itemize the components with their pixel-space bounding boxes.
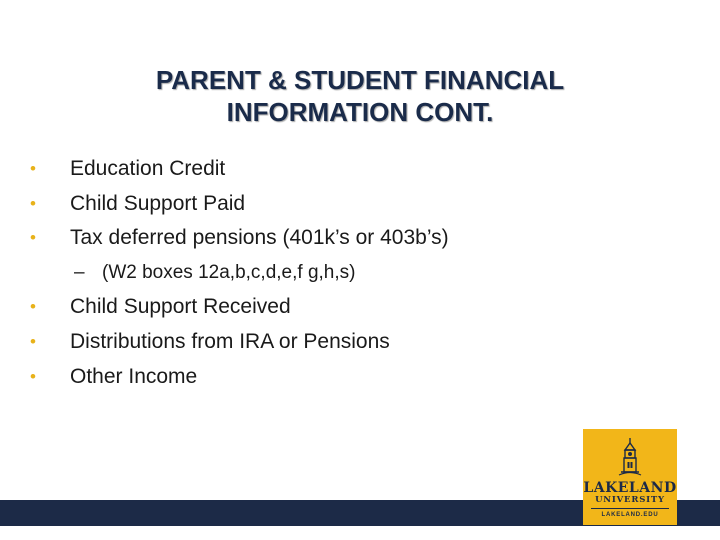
bullet-icon: •: [30, 366, 36, 386]
bullet-list: [30, 152, 670, 394]
sub-bullet-text: (W2 boxes 12a,b,c,d,e,f g,h,s): [102, 261, 356, 283]
sub-bullet-item: [30, 256, 670, 291]
slide-title-line1: PARENT & STUDENT FINANCIAL: [155, 65, 565, 95]
bullet-icon: •: [30, 159, 36, 178]
slide-title: [60, 64, 660, 128]
footer-strip: [0, 526, 720, 540]
bullet-item: [30, 221, 670, 256]
bullet-item: [30, 187, 670, 222]
bullet-text: Child Support Received: [70, 295, 291, 319]
bullet-icon: •: [30, 297, 36, 317]
bullet-icon: •: [30, 331, 36, 351]
lakeland-logo: [583, 429, 677, 525]
dash-icon: –: [74, 261, 85, 283]
bullet-icon: •: [30, 193, 36, 213]
bullet-item: [30, 290, 670, 325]
bullet-item: [30, 360, 670, 395]
bullet-text: Child Support Paid: [70, 191, 246, 215]
bullet-item: [30, 325, 670, 360]
bullet-text: Distributions from IRA or Pensions: [70, 329, 390, 353]
bullet-text: Education Credit: [70, 157, 226, 180]
logo-divider: [591, 508, 669, 509]
tower-icon: [617, 437, 643, 477]
bullet-text: Other Income: [70, 364, 198, 388]
bullet-text: Tax deferred pensions (401k’s or 403b’s): [70, 226, 449, 250]
bullet-item: [30, 152, 670, 187]
slide-title-line2: INFORMATION CONT.: [226, 97, 494, 127]
logo-wordmark: LAKELAND: [583, 480, 677, 496]
logo-subtitle: UNIVERSITY: [595, 495, 665, 505]
logo-url: LAKELAND.EDU: [601, 512, 659, 518]
bullet-icon: •: [30, 228, 36, 248]
